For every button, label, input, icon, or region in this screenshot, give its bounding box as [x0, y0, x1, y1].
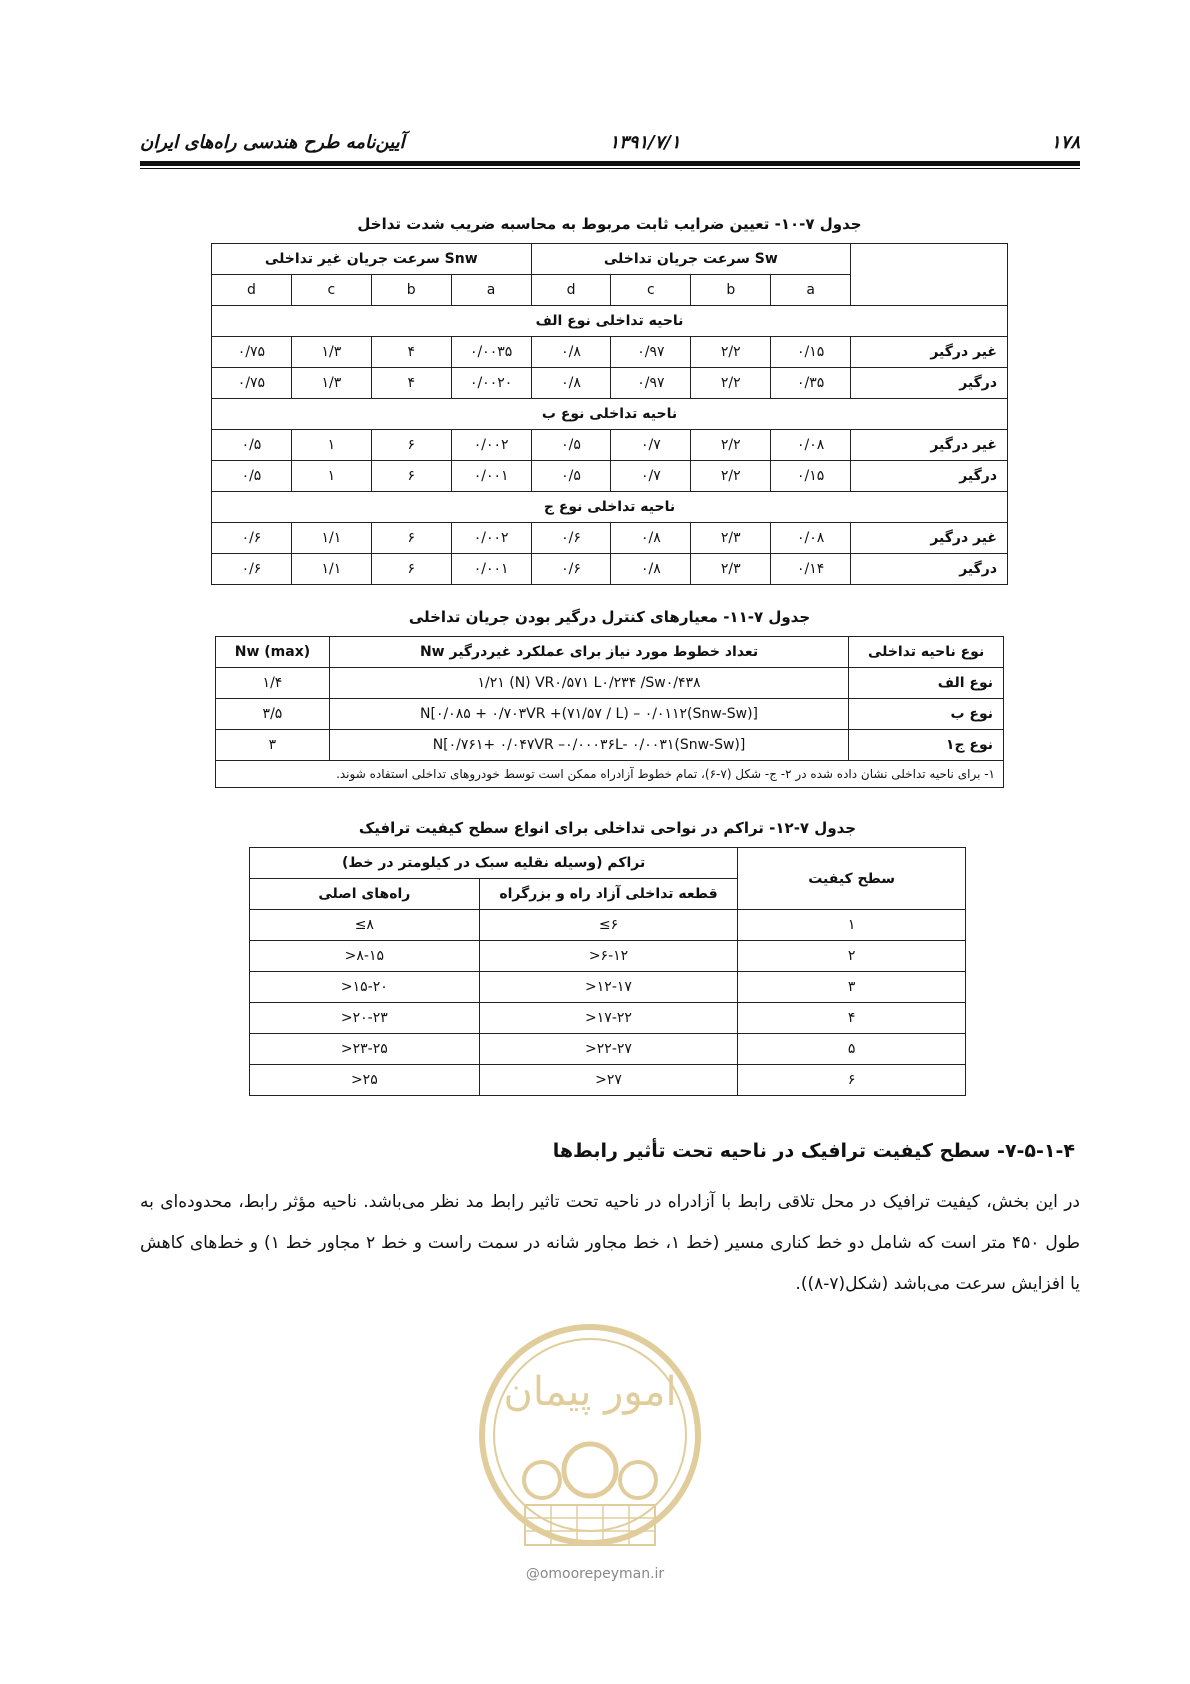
value-cell: ۰/۸ [611, 554, 691, 585]
value-cell: ۰/۰۸ [771, 430, 851, 461]
value-cell: ۴ [371, 337, 451, 368]
table2-footnote: ۱- برای ناحیه تداخلی نشان داده شده در ۲- ج- شکل (۷-۶)، تمام خطوط آزادراه ممکن است توسط خودروهای تداخلی استفاده شوند. [216, 761, 1004, 788]
page-header [140, 128, 1080, 158]
value-cell: ۰/۷۵ [212, 337, 292, 368]
table-row [216, 730, 1004, 761]
value-cell: ۰/۶ [212, 554, 292, 585]
arterial-cell: >۲۰-۲۳ [250, 1003, 480, 1034]
zone-type-cell: نوع الف [849, 668, 1004, 699]
value-cell: ۱/۳ [291, 368, 371, 399]
row-label: درگیر [851, 461, 1008, 492]
congestion-criteria-table [215, 636, 1004, 788]
subheader-cell: d [212, 275, 292, 306]
nw-max-cell: ۳ [216, 730, 330, 761]
table-row [250, 972, 966, 1003]
zone-type-cell: نوع ب [849, 699, 1004, 730]
group-row [212, 306, 1008, 337]
nw-max-cell: ۱/۴ [216, 668, 330, 699]
table-row [250, 1065, 966, 1096]
value-cell: ۰/۰۰۲ [451, 430, 531, 461]
value-cell: ۲/۲ [691, 461, 771, 492]
row-label: غیر درگیر [851, 430, 1008, 461]
row-label: غیر درگیر [851, 523, 1008, 554]
value-cell: ۰/۵ [531, 461, 611, 492]
value-cell: ۰/۱۴ [771, 554, 851, 585]
los-cell: ۵ [738, 1034, 966, 1065]
arterial-header: راه‌های اصلی [250, 879, 480, 910]
nw-max-header: Nw (max) [216, 637, 330, 668]
table-row [212, 368, 1008, 399]
section-paragraph: در این بخش، کیفیت ترافیک در محل تلاقی رابط با آزادراه در ناحیه تحت تاثیر رابط مد نظر می‌باشد. ناحیه مؤثر رابط، محدوده‌ای به طول ۴۵۰ متر است که شامل دو خط کناری مسیر (خط ۱، خط مجاور شانه در سمت راست و خط ۲ مجاور خط ۱) و خط‌های کاهش یا افزایش سرعت می‌باشد (شکل(۷-۸)). [140, 1192, 1080, 1294]
page-number: ۱۷۸ [1050, 132, 1080, 153]
value-cell: ۰/۰۸ [771, 523, 851, 554]
freeway-cell: >۱۷-۲۲ [479, 1003, 738, 1034]
coefficients-table [211, 243, 1008, 585]
table-row [212, 337, 1008, 368]
value-cell: ۰/۶ [531, 523, 611, 554]
zone-type-header: نوع ناحیه تداخلی [849, 637, 1004, 668]
value-cell: ۰/۵ [212, 430, 292, 461]
freeway-cell: >۲۷ [479, 1065, 738, 1096]
table1-caption: جدول ۷-۱۰- تعیین ضرایب ثابت مربوط به محاسبه ضریب شدت تداخل [357, 215, 862, 233]
value-cell: ۰/۱۵ [771, 461, 851, 492]
value-cell: ۰/۹۷ [611, 337, 691, 368]
group-title: ناحیه تداخلی نوع ج [212, 492, 1008, 523]
value-cell: ۰/۸ [531, 368, 611, 399]
value-cell: ۰/۸ [611, 523, 691, 554]
table-row [250, 941, 966, 972]
table3-caption: جدول ۷-۱۲- تراکم در نواحی تداخلی برای انواع سطح کیفیت ترافیک [358, 819, 857, 837]
freeway-cell: ≤۶ [479, 910, 738, 941]
value-cell: ۰/۰۰۱ [451, 554, 531, 585]
arterial-cell: ≤۸ [250, 910, 480, 941]
value-cell: ۰/۱۵ [771, 337, 851, 368]
watermark-url: @omoorepeyman.ir [525, 1566, 665, 1582]
formula-cell: N[۰/۰۸۵ + ۰/۷۰۳VR +(۷۱/۵۷ / L) – ۰/۰۱۱۲(Snw-Sw)] [329, 699, 848, 730]
value-cell: ۰/۹۷ [611, 368, 691, 399]
formula-cell: ۱/۲۱ (N) VR۰/۵۷۱ L۰/۲۳۴ /Sw۰/۴۳۸ [329, 668, 848, 699]
group-row [212, 399, 1008, 430]
los-cell: ۳ [738, 972, 966, 1003]
table-row [250, 1003, 966, 1034]
freeway-cell: >۲۲-۲۷ [479, 1034, 738, 1065]
arterial-cell: >۱۵-۲۰ [250, 972, 480, 1003]
empty-corner-cell [851, 244, 1008, 306]
density-los-table [249, 847, 966, 1096]
value-cell: ۱ [291, 461, 371, 492]
table-row [212, 461, 1008, 492]
table-row [212, 554, 1008, 585]
nw-formula-header: تعداد خطوط مورد نیاز برای عملکرد غیردرگیر Nw [329, 637, 848, 668]
table-row [250, 1034, 966, 1065]
formula-cell: N[۰/۷۶۱+ ۰/۰۴۷VR –۰/۰۰۰۳۶L- ۰/۰۰۳۱(Snw-Sw)] [329, 730, 848, 761]
los-header: سطح کیفیت [738, 848, 966, 910]
snw-header: Snw سرعت جریان غیر تداخلی [212, 244, 532, 275]
value-cell: ۰/۶ [212, 523, 292, 554]
value-cell: ۲/۲ [691, 337, 771, 368]
value-cell: ۰/۰۰۳۵ [451, 337, 531, 368]
los-cell: ۶ [738, 1065, 966, 1096]
row-label: غیر درگیر [851, 337, 1008, 368]
watermark-text: امور پیمان [503, 1369, 677, 1415]
header-date: ۱۳۹۱/۷/۱ [609, 132, 681, 153]
table-row [212, 430, 1008, 461]
value-cell: ۶ [371, 554, 451, 585]
value-cell: ۲/۲ [691, 368, 771, 399]
los-cell: ۱ [738, 910, 966, 941]
value-cell: ۲/۳ [691, 554, 771, 585]
value-cell: ۰/۵ [531, 430, 611, 461]
subheader-cell: a [771, 275, 851, 306]
value-cell: ۰/۶ [531, 554, 611, 585]
value-cell: ۱ [291, 430, 371, 461]
watermark-logo [470, 1310, 710, 1570]
arterial-cell: >۸-۱۵ [250, 941, 480, 972]
value-cell: ۶ [371, 461, 451, 492]
subheader-cell: a [451, 275, 531, 306]
header-rule-thin [140, 168, 1080, 169]
arterial-cell: >۲۳-۲۵ [250, 1034, 480, 1065]
header-rule-thick [140, 161, 1080, 166]
row-label: درگیر [851, 554, 1008, 585]
zone-type-cell: نوع ج۱ [849, 730, 1004, 761]
value-cell: ۰/۰۰۲۰ [451, 368, 531, 399]
group-title: ناحیه تداخلی نوع ب [212, 399, 1008, 430]
section-heading: ۷-۵-۱-۴- سطح کیفیت ترافیک در ناحیه تحت تأثیر رابط‌ها [552, 1140, 1075, 1162]
subheader-cell: c [611, 275, 691, 306]
value-cell: ۲/۲ [691, 430, 771, 461]
row-label: درگیر [851, 368, 1008, 399]
nw-max-cell: ۳/۵ [216, 699, 330, 730]
group-row [212, 492, 1008, 523]
value-cell: ۰/۰۰۱ [451, 461, 531, 492]
value-cell: ۶ [371, 430, 451, 461]
table-row [212, 523, 1008, 554]
book-title: آیین‌نامه طرح هندسی راه‌های ایران [140, 132, 405, 153]
table-row [216, 699, 1004, 730]
value-cell: ۶ [371, 523, 451, 554]
value-cell: ۰/۰۰۲ [451, 523, 531, 554]
sw-header: Sw سرعت جریان تداخلی [531, 244, 851, 275]
value-cell: ۱/۱ [291, 554, 371, 585]
freeway-cell: >۶-۱۲ [479, 941, 738, 972]
subheader-cell: d [531, 275, 611, 306]
value-cell: ۰/۵ [212, 461, 292, 492]
value-cell: ۱/۱ [291, 523, 371, 554]
los-cell: ۴ [738, 1003, 966, 1034]
subheader-cell: b [371, 275, 451, 306]
table2-caption: جدول ۷-۱۱- معیارهای کنترل درگیر بودن جریان تداخلی [408, 608, 811, 626]
group-title: ناحیه تداخلی نوع الف [212, 306, 1008, 337]
table-row [250, 910, 966, 941]
subheader-cell: c [291, 275, 371, 306]
value-cell: ۰/۳۵ [771, 368, 851, 399]
freeway-cell: >۱۲-۱۷ [479, 972, 738, 1003]
value-cell: ۰/۷۵ [212, 368, 292, 399]
value-cell: ۰/۷ [611, 461, 691, 492]
value-cell: ۱/۳ [291, 337, 371, 368]
subheader-cell: b [691, 275, 771, 306]
value-cell: ۲/۳ [691, 523, 771, 554]
los-cell: ۲ [738, 941, 966, 972]
freeway-header: قطعه تداخلی آزاد راه و بزرگراه [479, 879, 738, 910]
value-cell: ۰/۸ [531, 337, 611, 368]
value-cell: ۰/۷ [611, 430, 691, 461]
table-row [216, 668, 1004, 699]
density-header: تراکم (وسیله نقلیه سبک در کیلومتر در خط) [250, 848, 738, 879]
value-cell: ۴ [371, 368, 451, 399]
arterial-cell: >۲۵ [250, 1065, 480, 1096]
